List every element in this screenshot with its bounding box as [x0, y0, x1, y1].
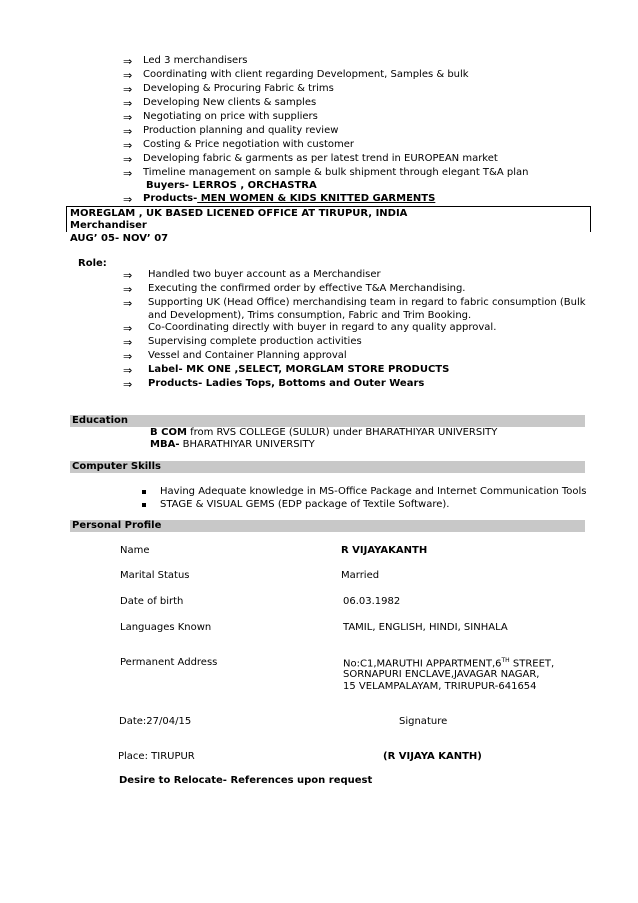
arrow-icon: ⇒ — [123, 69, 133, 82]
skill-item: STAGE & VISUAL GEMS (EDP package of Textile Software). — [160, 499, 450, 510]
arrow-icon: ⇒ — [123, 167, 133, 180]
place-text: Place: TIRUPUR — [118, 751, 195, 762]
list-item: Developing & Procuring Fabric & trims — [143, 83, 334, 94]
marital-label: Marital Status — [120, 570, 190, 581]
education-bcom — [150, 427, 497, 438]
label-value: - MK ONE ,SELECT, MORGLAM STORE PRODUCTS — [178, 364, 450, 375]
list-item: Executing the confirmed order by effective T&A Merchandising. — [148, 283, 466, 294]
list-item: Vessel and Container Planning approval — [148, 350, 347, 361]
mba-text: BHARATHIYAR UNIVERSITY — [179, 439, 315, 450]
role-label: Role: — [78, 258, 107, 269]
languages-value: TAMIL, ENGLISH, HINDI, SINHALA — [343, 622, 508, 633]
list-item: Negotiating on price with suppliers — [143, 111, 318, 122]
job-period: AUG’ 05- NOV’ 07 — [70, 233, 169, 244]
arrow-icon: ⇒ — [123, 111, 133, 124]
education-heading: Education — [72, 415, 128, 426]
skill-item: Having Adequate knowledge in MS-Office Package and Internet Communication Tools — [160, 486, 587, 497]
list-item: Coordinating with client regarding Development, Samples & bulk — [143, 69, 469, 80]
dob-label: Date of birth — [120, 596, 184, 607]
list-item: Supporting UK (Head Office) merchandising team in regard to fabric consumption (Bulk — [148, 297, 586, 308]
skills-heading-bar — [70, 461, 585, 473]
list-item: Costing & Price negotiation with customer — [143, 139, 355, 150]
arrow-icon: ⇒ — [123, 153, 133, 166]
arrow-icon: ⇒ — [123, 297, 133, 310]
label-prefix: Label — [148, 364, 179, 375]
profile-heading: Personal Profile — [72, 520, 162, 531]
education-heading-bar — [70, 415, 585, 427]
arrow-icon: ⇒ — [123, 125, 133, 138]
job-title: Merchandiser — [70, 220, 147, 231]
dob-value: 06.03.1982 — [343, 596, 401, 607]
list-item: Handled two buyer account as a Merchandiser — [148, 269, 381, 280]
relocate-note: Desire to Relocate- References upon request — [119, 775, 373, 786]
buyers-line: Buyers- LERROS , ORCHASTRA — [146, 180, 317, 191]
company-name: MOREGLAM , UK BASED LICENED OFFICE AT TIRUPUR, INDIA — [70, 208, 408, 219]
address-ordinal: TH — [501, 657, 510, 664]
mba-label: MBA- — [150, 439, 180, 450]
name-label: Name — [120, 545, 150, 556]
bcom-label: B COM — [150, 427, 187, 438]
products-line: Products- Ladies Tops, Bottoms and Outer Wears — [148, 378, 425, 389]
list-item: Timeline management on sample & bulk shipment through elegant T&A plan — [143, 167, 529, 178]
arrow-icon: ⇒ — [123, 350, 133, 363]
arrow-icon: ⇒ — [123, 55, 133, 68]
languages-label: Languages Known — [120, 622, 212, 633]
address-line-1 — [343, 657, 554, 669]
address-line-1-a: No:C1,MARUTHI APPARTMENT,6 — [343, 658, 502, 670]
products-value: MEN WOMEN & KIDS KNITTED GARMENTS — [197, 193, 436, 204]
list-item-continuation: and Development), Trims consumption, Fabric and Trim Booking. — [148, 310, 472, 321]
address-line-3: 15 VELAMPALAYAM, TRIRUPUR-641654 — [343, 681, 537, 692]
arrow-icon: ⇒ — [123, 83, 133, 96]
date-text: Date:27/04/15 — [119, 716, 192, 727]
signature-label: Signature — [399, 716, 448, 727]
list-item: Production planning and quality review — [143, 125, 339, 136]
bullet-icon — [142, 490, 146, 494]
profile-heading-bar — [70, 520, 585, 532]
label-line — [148, 364, 449, 375]
name-value: R VIJAYAKANTH — [341, 545, 428, 556]
signee-name: (R VIJAYA KANTH) — [383, 751, 482, 762]
list-item: Led 3 merchandisers — [143, 55, 248, 66]
list-item: Developing fabric & garments as per latest trend in EUROPEAN market — [143, 153, 498, 164]
skills-heading: Computer Skills — [72, 461, 161, 472]
address-label: Permanent Address — [120, 657, 218, 668]
arrow-icon: ⇒ — [123, 139, 133, 152]
bcom-text: from RVS COLLEGE (SULUR) under BHARATHIYAR UNIVERSITY — [186, 427, 498, 438]
education-mba — [150, 439, 315, 450]
products-label: Products- — [143, 193, 198, 204]
arrow-icon: ⇒ — [123, 322, 133, 335]
bullet-icon — [142, 503, 146, 507]
address-line-1-b: STREET, — [509, 658, 555, 670]
arrow-icon: ⇒ — [123, 378, 133, 391]
list-item: Developing New clients & samples — [143, 97, 317, 108]
marital-value: Married — [341, 570, 380, 581]
arrow-icon: ⇒ — [123, 336, 133, 349]
list-item: Co-Coordinating directly with buyer in regard to any quality approval. — [148, 322, 497, 333]
products-line — [143, 193, 435, 204]
arrow-icon: ⇒ — [123, 283, 133, 296]
address-line-2: SORNAPURI ENCLAVE,JAVAGAR NAGAR, — [343, 669, 540, 680]
arrow-icon: ⇒ — [123, 193, 133, 206]
arrow-icon: ⇒ — [123, 269, 133, 282]
arrow-icon: ⇒ — [123, 364, 133, 377]
arrow-icon: ⇒ — [123, 97, 133, 110]
list-item: Supervising complete production activities — [148, 336, 362, 347]
